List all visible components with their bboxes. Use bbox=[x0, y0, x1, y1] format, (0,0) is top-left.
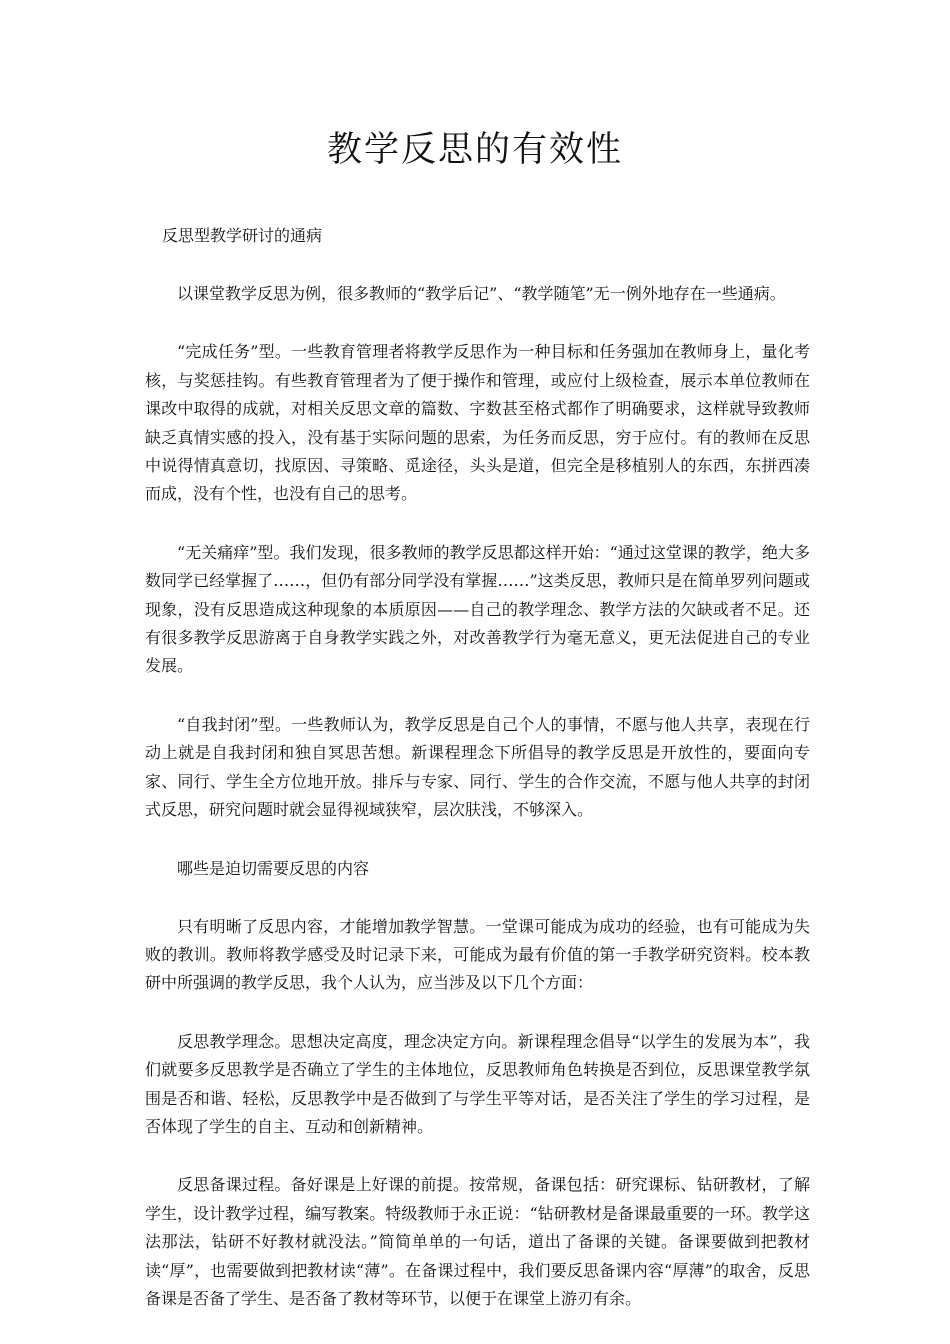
document-title: 教学反思的有效性 bbox=[326, 130, 623, 170]
body-paragraph: 反思教学理念。思想决定高度，理念决定方向。新课程理念倡导“以学生的发展为本”，我们就要多反思教学是否确立了学生的主体地位，反思教师角色转换是否到位，反思课堂教学氛围是否和谐、轻松，反思教学中是否做到了与学生平等对话，是否关注了学生的学习过程，是否体现了学生的自主、互动和创新精神。 bbox=[145, 1031, 810, 1136]
document-body bbox=[145, 222, 810, 1343]
body-paragraph: 只有明晰了反思内容，才能增加教学智慧。一堂课可能成为成功的经验，也有可能成为失败的教训。教师将教学感受及时记录下来，可能成为最有价值的第一手教学研究资料。校本教研中所强调的教学反思，我个人认为，应当涉及以下几个方面： bbox=[145, 916, 810, 993]
body-paragraph: “完成任务”型。一些教育管理者将教学反思作为一种目标和任务强加在教师身上，量化考核，与奖惩挂钩。有些教育管理者为了便于操作和管理，或应付上级检查，展示本单位教师在课改中取得的成就，对相关反思文章的篇数、字数甚至格式都作了明确要求，这样就导致教师缺乏真情实感的投入，没有基于实际问题的思索，为任务而反思，穷于应付。有的教师在反思中说得情真意切，找原因、寻策略、觅途径，头头是道，但完全是移植别人的东西，东拼西凑而成，没有个性，也没有自己的思考。 bbox=[145, 342, 810, 504]
section-heading: 哪些是迫切需要反思的内容 bbox=[177, 858, 370, 878]
body-paragraph: “无关痛痒”型。我们发现，很多教师的教学反思都这样开始：“通过这堂课的教学，绝大多数同学已经掌握了……，但仍有部分同学没有掌握……”这类反思，教师只是在简单罗列问题或现象，没有反思造成这种现象的本质原因——自己的教学理念、教学方法的欠缺或者不足。还有很多教学反思游离于自身教学实践之外，对改善教学行为毫无意义，更无法促进自己的专业发展。 bbox=[145, 542, 810, 676]
body-paragraph: “自我封闭”型。一些教师认为，教学反思是自己个人的事情，不愿与他人共享，表现在行动上就是自我封闭和独自冥思苦想。新课程理念下所倡导的教学反思是开放性的，要面向专家、同行、学生全方位地开放。排斥与专家、同行、学生的合作交流，不愿与他人共享的封闭式反思，研究问题时就会显得视域狭窄，层次肤浅，不够深入。 bbox=[145, 714, 810, 820]
body-paragraph: 以课堂教学反思为例，很多教师的“教学后记”、“教学随笔”无一例外地存在一些通病。 bbox=[177, 284, 786, 303]
body-paragraph: 反思备课过程。备好课是上好课的前提。按常规，备课包括：研究课标、钻研教材，了解学生，设计教学过程，编写教案。特级教师于永正说：“钻研教材是备课最重要的一环。教学这法那法，钻研不好教材就没法。”简简单单的一句话，道出了备课的关键。备课要做到把教材读“厚”，也需要做到把教材读“薄”。在备课过程中，我们要反思备课内容“厚薄”的取舍，反思备课是否备了学生、是否备了教材等环节，以便于在课堂上游刃有余。 bbox=[145, 1175, 810, 1308]
section-heading: 反思型教学研讨的通病 bbox=[162, 226, 323, 245]
